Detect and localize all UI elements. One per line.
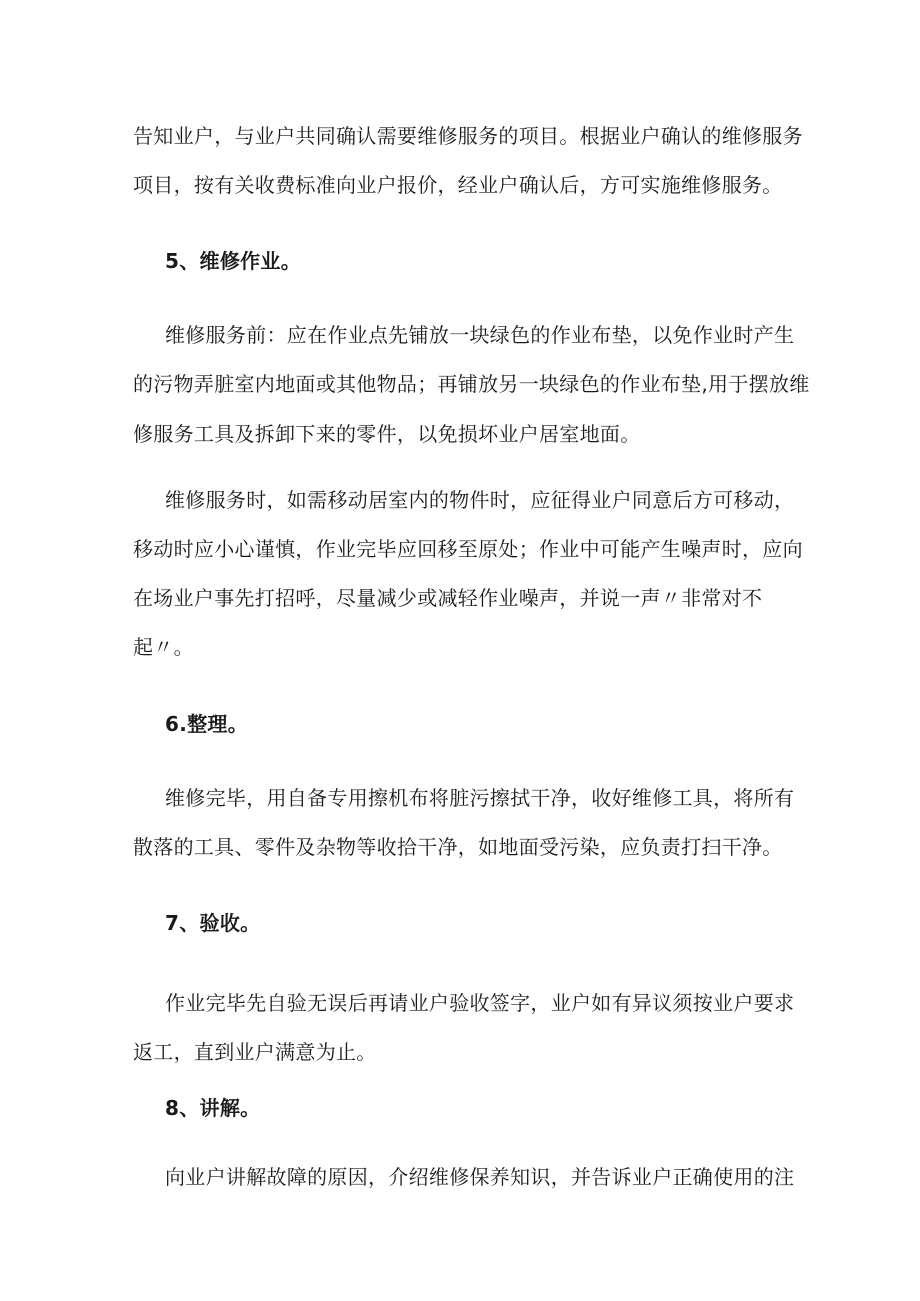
section-7-para1-line: 作业完毕先自验无误后再请业户验收签字，业户如有异议须按业户要求: [165, 991, 795, 1015]
section-5-para2-line: 在场业户事先打招呼，尽量减少或减轻作业噪声，并说一声〃非常对不: [133, 586, 763, 610]
section-7-para1-line: 返工，直到业户满意为止。: [133, 1040, 377, 1064]
intro-line: 告知业户，与业户共同确认需要维修服务的项目。根据业户确认的维修服务: [133, 124, 803, 148]
section-5-para1-line: 的污物弄脏室内地面或其他物品；再铺放另一块绿色的作业布垫,用于摆放维: [133, 372, 810, 396]
section-5-para2-line: 移动时应小心谨慎，作业完毕应回移至原处；作业中可能产生噪声时，应向: [133, 537, 803, 561]
section-5-para2-line: 起〃。: [133, 635, 194, 659]
section-5-para1-line: 修服务工具及拆卸下来的零件，以免损坏业户居室地面。: [133, 422, 641, 446]
section-6-para1-line: 维修完毕，用自备专用擦机布将脏污擦拭干净，收好维修工具，将所有: [165, 786, 795, 810]
section-8-para1-line: 向业户讲解故障的原因，介绍维修保养知识，并告诉业户正确使用的注: [165, 1165, 795, 1189]
section-8-heading: 8、讲解。: [165, 1096, 261, 1120]
section-6-para1-line: 散落的工具、零件及杂物等收拾干净，如地面受污染，应负责打扫干净。: [133, 835, 783, 859]
intro-line: 项目，按有关收费标准向业户报价，经业户确认后，方可实施维修服务。: [133, 173, 783, 197]
section-7-heading: 7、验收。: [165, 911, 261, 935]
section-5-para1-line: 维修服务前：应在作业点先铺放一块绿色的作业布垫，以免作业时产生: [165, 323, 795, 347]
section-5-para2-line: 维修服务时，如需移动居室内的物件时，应征得业户同意后方可移动，: [165, 488, 795, 512]
section-5-heading: 5、维修作业。: [165, 249, 302, 273]
section-6-heading: 6.整理。: [165, 712, 249, 736]
